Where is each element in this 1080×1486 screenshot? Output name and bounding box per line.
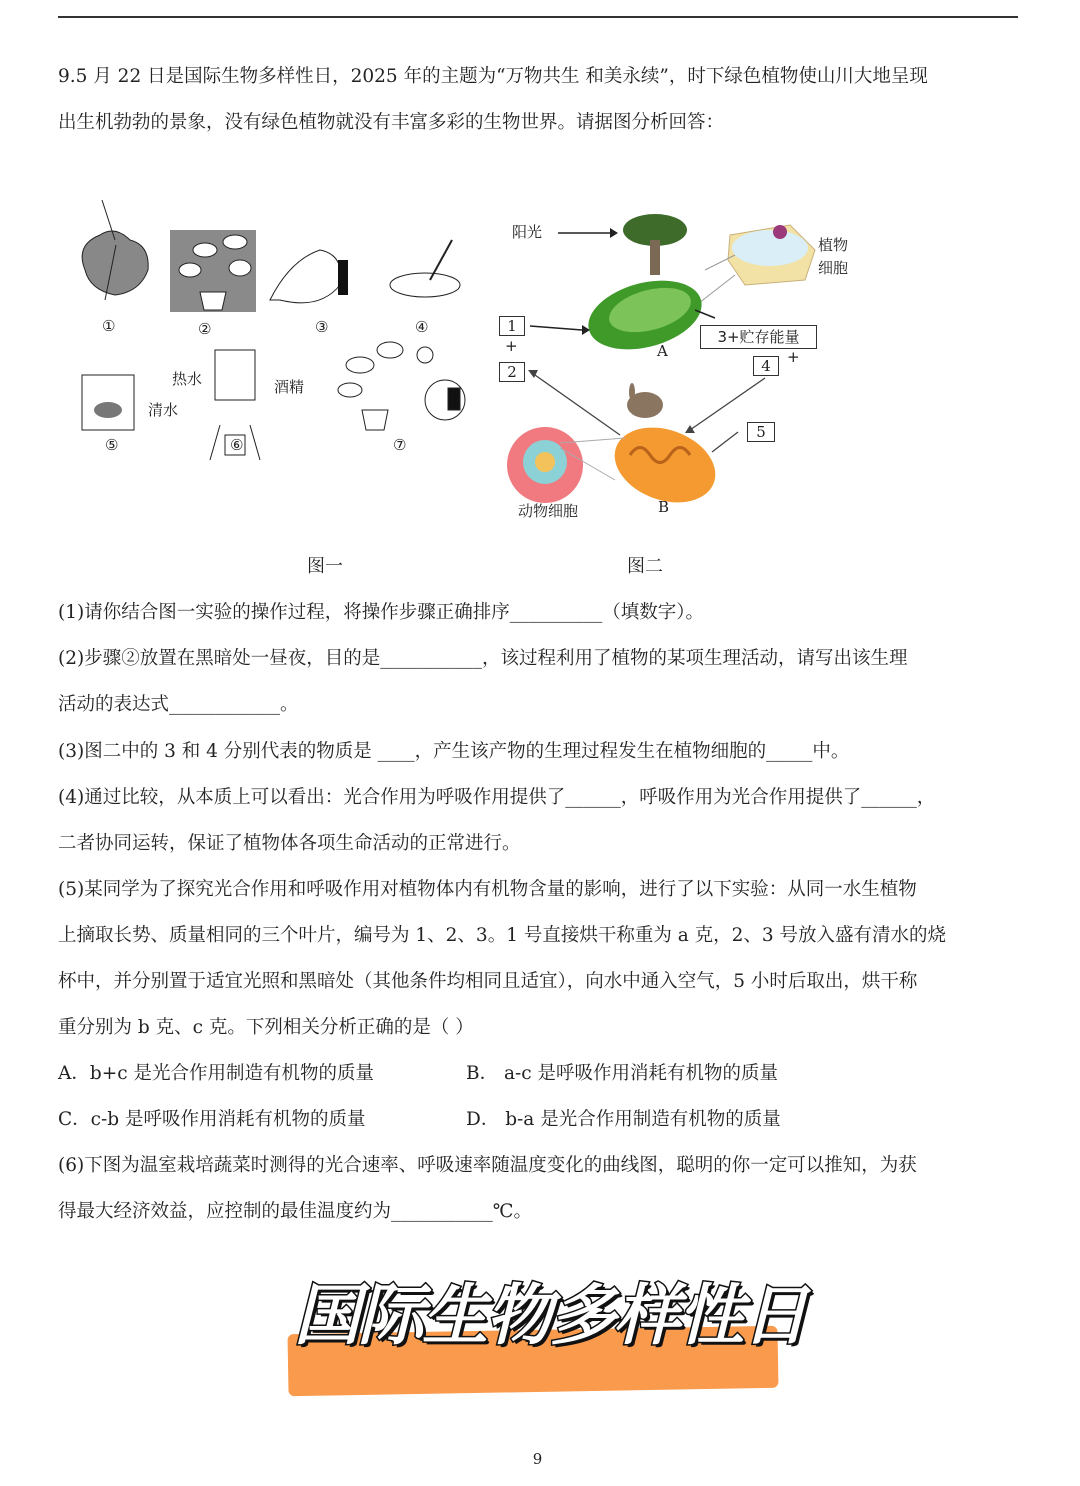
tree-icon [623, 214, 687, 275]
plant-cell-label-2: 细胞 [818, 259, 849, 277]
sub-question-6-line1: (6)下图为温室栽培蔬菜时测得的光合速率、呼吸速率随温度变化的曲线图，聪明的你一定可以推知，为获 [58, 1155, 917, 1176]
clear-water-label: 清水 [148, 401, 179, 419]
plus-sign-2: + [787, 348, 800, 366]
page-number: 9 [532, 1450, 543, 1468]
hot-water-label: 热水 [172, 370, 203, 388]
step-label-2: ② [198, 320, 212, 338]
sub-question-1: (1)请你结合图一实验的操作过程，将操作步骤正确排序__________（填数字）。 [58, 602, 704, 623]
question-intro-line2: 出生机勃勃的景象，没有绿色植物就没有丰富多彩的生物世界。请据图分析回答： [58, 112, 725, 133]
sunlight-label: 阳光 [512, 223, 543, 241]
leaf-icon [82, 200, 148, 300]
figure-1-caption: 图一 [307, 556, 343, 577]
sub-question-5-line4: 重分别为 b 克、c 克。下列相关分析正确的是（ ） [58, 1017, 474, 1038]
rabbit-icon [627, 383, 663, 418]
biodiversity-day-banner [270, 1262, 830, 1402]
option-d: D． b-a 是光合作用制造有机物的质量 [466, 1109, 781, 1130]
organelle-b-label: B [658, 498, 670, 516]
options-row-1 [58, 1051, 874, 1097]
step-label-7: ⑦ [393, 436, 407, 454]
box-1: 1 [499, 316, 525, 336]
box-3-stored-energy: 3+贮存能量 [700, 325, 817, 349]
sub-question-2-line1: (2)步骤②放置在黑暗处一昼夜，目的是___________，该过程利用了植物的某项生理活动，请写出该生理 [58, 648, 908, 669]
question-intro-line1: 9.5 月 22 日是国际生物多样性日，2025 年的主题为“万物共生 和美永续”，时下绿色植物使山川大地呈现 [58, 66, 928, 87]
plant-cell-label-1: 植物 [818, 236, 849, 254]
sub-question-4-line2: 二者协同运转，保证了植物体各项生命活动的正常进行。 [58, 833, 521, 854]
sub-question-5-line1: (5)某同学为了探究光合作用和呼吸作用对植物体内有机物含量的影响，进行了以下实验：从同一水生植物 [58, 879, 917, 900]
sub-question-6-line2: 得最大经济效益，应控制的最佳温度约为___________℃。 [58, 1201, 532, 1222]
figure-2 [490, 200, 870, 530]
figure-1 [60, 200, 480, 470]
sub-question-2-line2: 活动的表达式____________。 [58, 694, 299, 715]
box-5: 5 [747, 422, 775, 442]
plant-cell-icon [728, 225, 815, 285]
step-label-5: ⑤ [105, 436, 119, 454]
option-b: B． a-c 是呼吸作用消耗有机物的质量 [466, 1063, 778, 1084]
plus-sign: + [505, 337, 518, 355]
option-a: A．b+c 是光合作用制造有机物的质量 [58, 1063, 374, 1084]
alcohol-label: 酒精 [274, 378, 305, 396]
step-label-6: ⑥ [230, 436, 244, 454]
sub-question-4-line1: (4)通过比较，从本质上可以看出：光合作用为呼吸作用提供了______，呼吸作用为光合作用提供了______， [58, 787, 936, 808]
step-label-1: ① [102, 317, 116, 335]
step-label-3: ③ [315, 318, 329, 336]
sub-question-5-line2: 上摘取长势、质量相同的三个叶片，编号为 1、2、3。1 号直接烘干称重为 a 克，2、3 号放入盛有清水的烧 [58, 925, 947, 946]
banner-title: 国际生物多样性日 [294, 1277, 806, 1354]
option-c: C．c-b 是呼吸作用消耗有机物的质量 [58, 1109, 366, 1130]
figure-2-caption: 图二 [627, 556, 663, 577]
animal-cell-icon [507, 427, 583, 503]
step-label-4: ④ [415, 318, 429, 336]
animal-cell-label: 动物细胞 [518, 502, 579, 520]
options-row-2 [58, 1097, 874, 1143]
photosynthesis-respiration-diagram [490, 200, 870, 530]
sub-question-5-line3: 杯中，并分别置于适宜光照和黑暗处（其他条件均相同且适宜），向水中通入空气，5 小时后取出，烘干称 [58, 971, 918, 992]
top-rule [58, 16, 1018, 18]
chloroplast-icon [581, 269, 710, 361]
box-4: 4 [753, 356, 779, 376]
sub-question-3: (3)图二中的 3 和 4 分别代表的物质是 ____，产生该产物的生理过程发生在植物细胞的_____中。 [58, 741, 850, 762]
box-2: 2 [499, 362, 525, 382]
organelle-a-label: A [657, 342, 668, 360]
